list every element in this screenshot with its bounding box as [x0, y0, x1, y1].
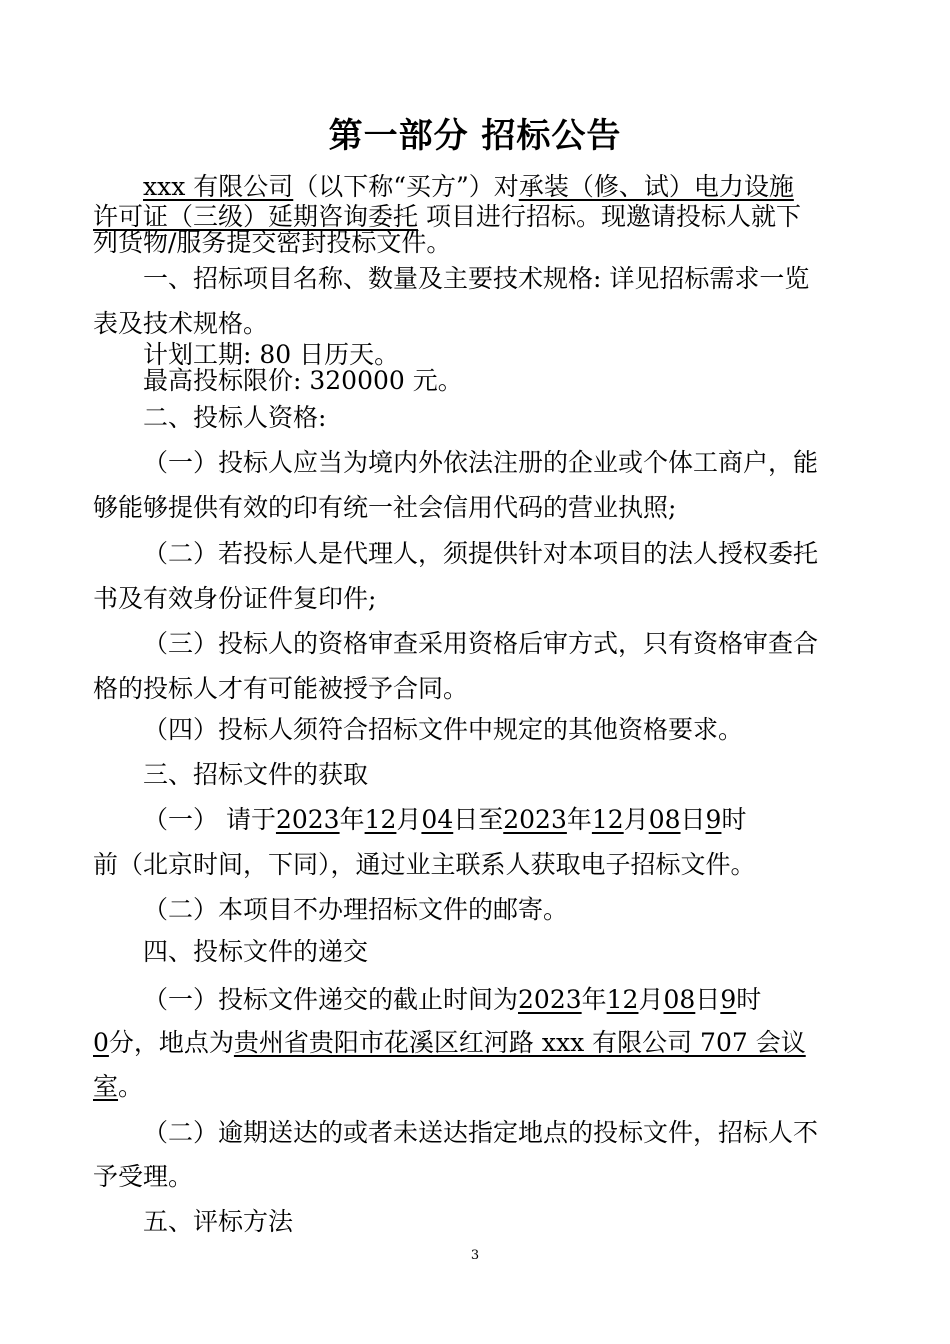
section2-p3-line-1: （三）投标人的资格审查采用资格后审方式，只有资格审查合: [143, 629, 819, 658]
section4-p1-line-2: 0分，地点为贵州省贵阳市花溪区红河路 xxx 有限公司 707 会议: [93, 1028, 806, 1057]
deadline-year: 2023: [518, 985, 582, 1014]
section3-p1-line-2: 前（北京时间，下同），通过业主联系人获取电子招标文件。: [93, 850, 756, 879]
page-title: 第一部分 招标公告: [328, 116, 622, 156]
end-year: 2023: [503, 805, 567, 834]
intro-line-2: 许可证（三级）延期咨询委托 项目进行招标。现邀请投标人就下: [93, 202, 801, 231]
section3-p1-line-1: （一） 请于2023年12月04日至2023年12月08日9时: [143, 805, 747, 834]
section2-heading: 二、投标人资格:: [143, 403, 327, 432]
project-name-part1: 承装（修、试）电力设施: [518, 172, 794, 201]
end-day: 08: [648, 805, 681, 834]
deadline-month: 12: [606, 985, 639, 1014]
section3-heading: 三、招标文件的获取: [143, 760, 369, 789]
deadline-day: 08: [663, 985, 696, 1014]
page-number: 3: [470, 1248, 480, 1263]
submission-place-end: 室: [93, 1072, 119, 1101]
intro-line-3: 列货物/服务提交密封投标文件。: [93, 228, 452, 257]
deadline-hour: 9: [720, 985, 737, 1014]
start-day: 04: [421, 805, 454, 834]
section2-p2-line-2: 书及有效身份证件复印件;: [93, 584, 377, 613]
work-period: 计划工期: 80 日历天。: [143, 340, 400, 369]
section2-p1-line-2: 够能够提供有效的印有统一社会信用代码的营业执照;: [93, 493, 677, 522]
section2-p2-line-1: （二）若投标人是代理人，须提供针对本项目的法人授权委托: [143, 539, 819, 568]
end-month: 12: [591, 805, 624, 834]
section2-p1-line-1: （一）投标人应当为境内外依法注册的企业或个体工商户，能: [143, 448, 819, 477]
section3-p2: （二）本项目不办理招标文件的邮寄。: [143, 895, 569, 924]
section2-p3-line-2: 格的投标人才有可能被授予合同。: [93, 674, 469, 703]
section4-p1-line-3: 室。: [93, 1072, 144, 1101]
section4-heading: 四、投标文件的递交: [143, 937, 369, 966]
project-name-part2: 许可证（三级）延期咨询委托: [93, 202, 419, 231]
submission-place: 贵州省贵阳市花溪区红河路 xxx 有限公司 707 会议: [233, 1028, 806, 1057]
section1-line-2: 表及技术规格。: [93, 309, 269, 338]
section2-p4: （四）投标人须符合招标文件中规定的其他资格要求。: [143, 715, 744, 744]
intro-line-1: xxx 有限公司（以下称“买方”）对承装（修、试）电力设施: [143, 172, 794, 201]
section4-p1-line-1: （一）投标文件递交的截止时间为2023年12月08日9时: [143, 985, 762, 1014]
section5-heading: 五、评标方法: [143, 1207, 294, 1236]
section1-line-1: 一、招标项目名称、数量及主要技术规格: 详见招标需求一览: [143, 264, 810, 293]
section4-p2-line-1: （二）逾期送达的或者未送达指定地点的投标文件，招标人不: [143, 1118, 819, 1147]
section4-p2-line-2: 予受理。: [93, 1162, 194, 1191]
start-year: 2023: [275, 805, 340, 834]
start-month: 12: [364, 805, 397, 834]
price-limit: 最高投标限价: 320000 元。: [143, 366, 463, 395]
end-hour: 9: [705, 805, 722, 834]
deadline-minute: 0: [93, 1028, 109, 1057]
buyer-name: xxx 有限公司: [143, 172, 294, 201]
